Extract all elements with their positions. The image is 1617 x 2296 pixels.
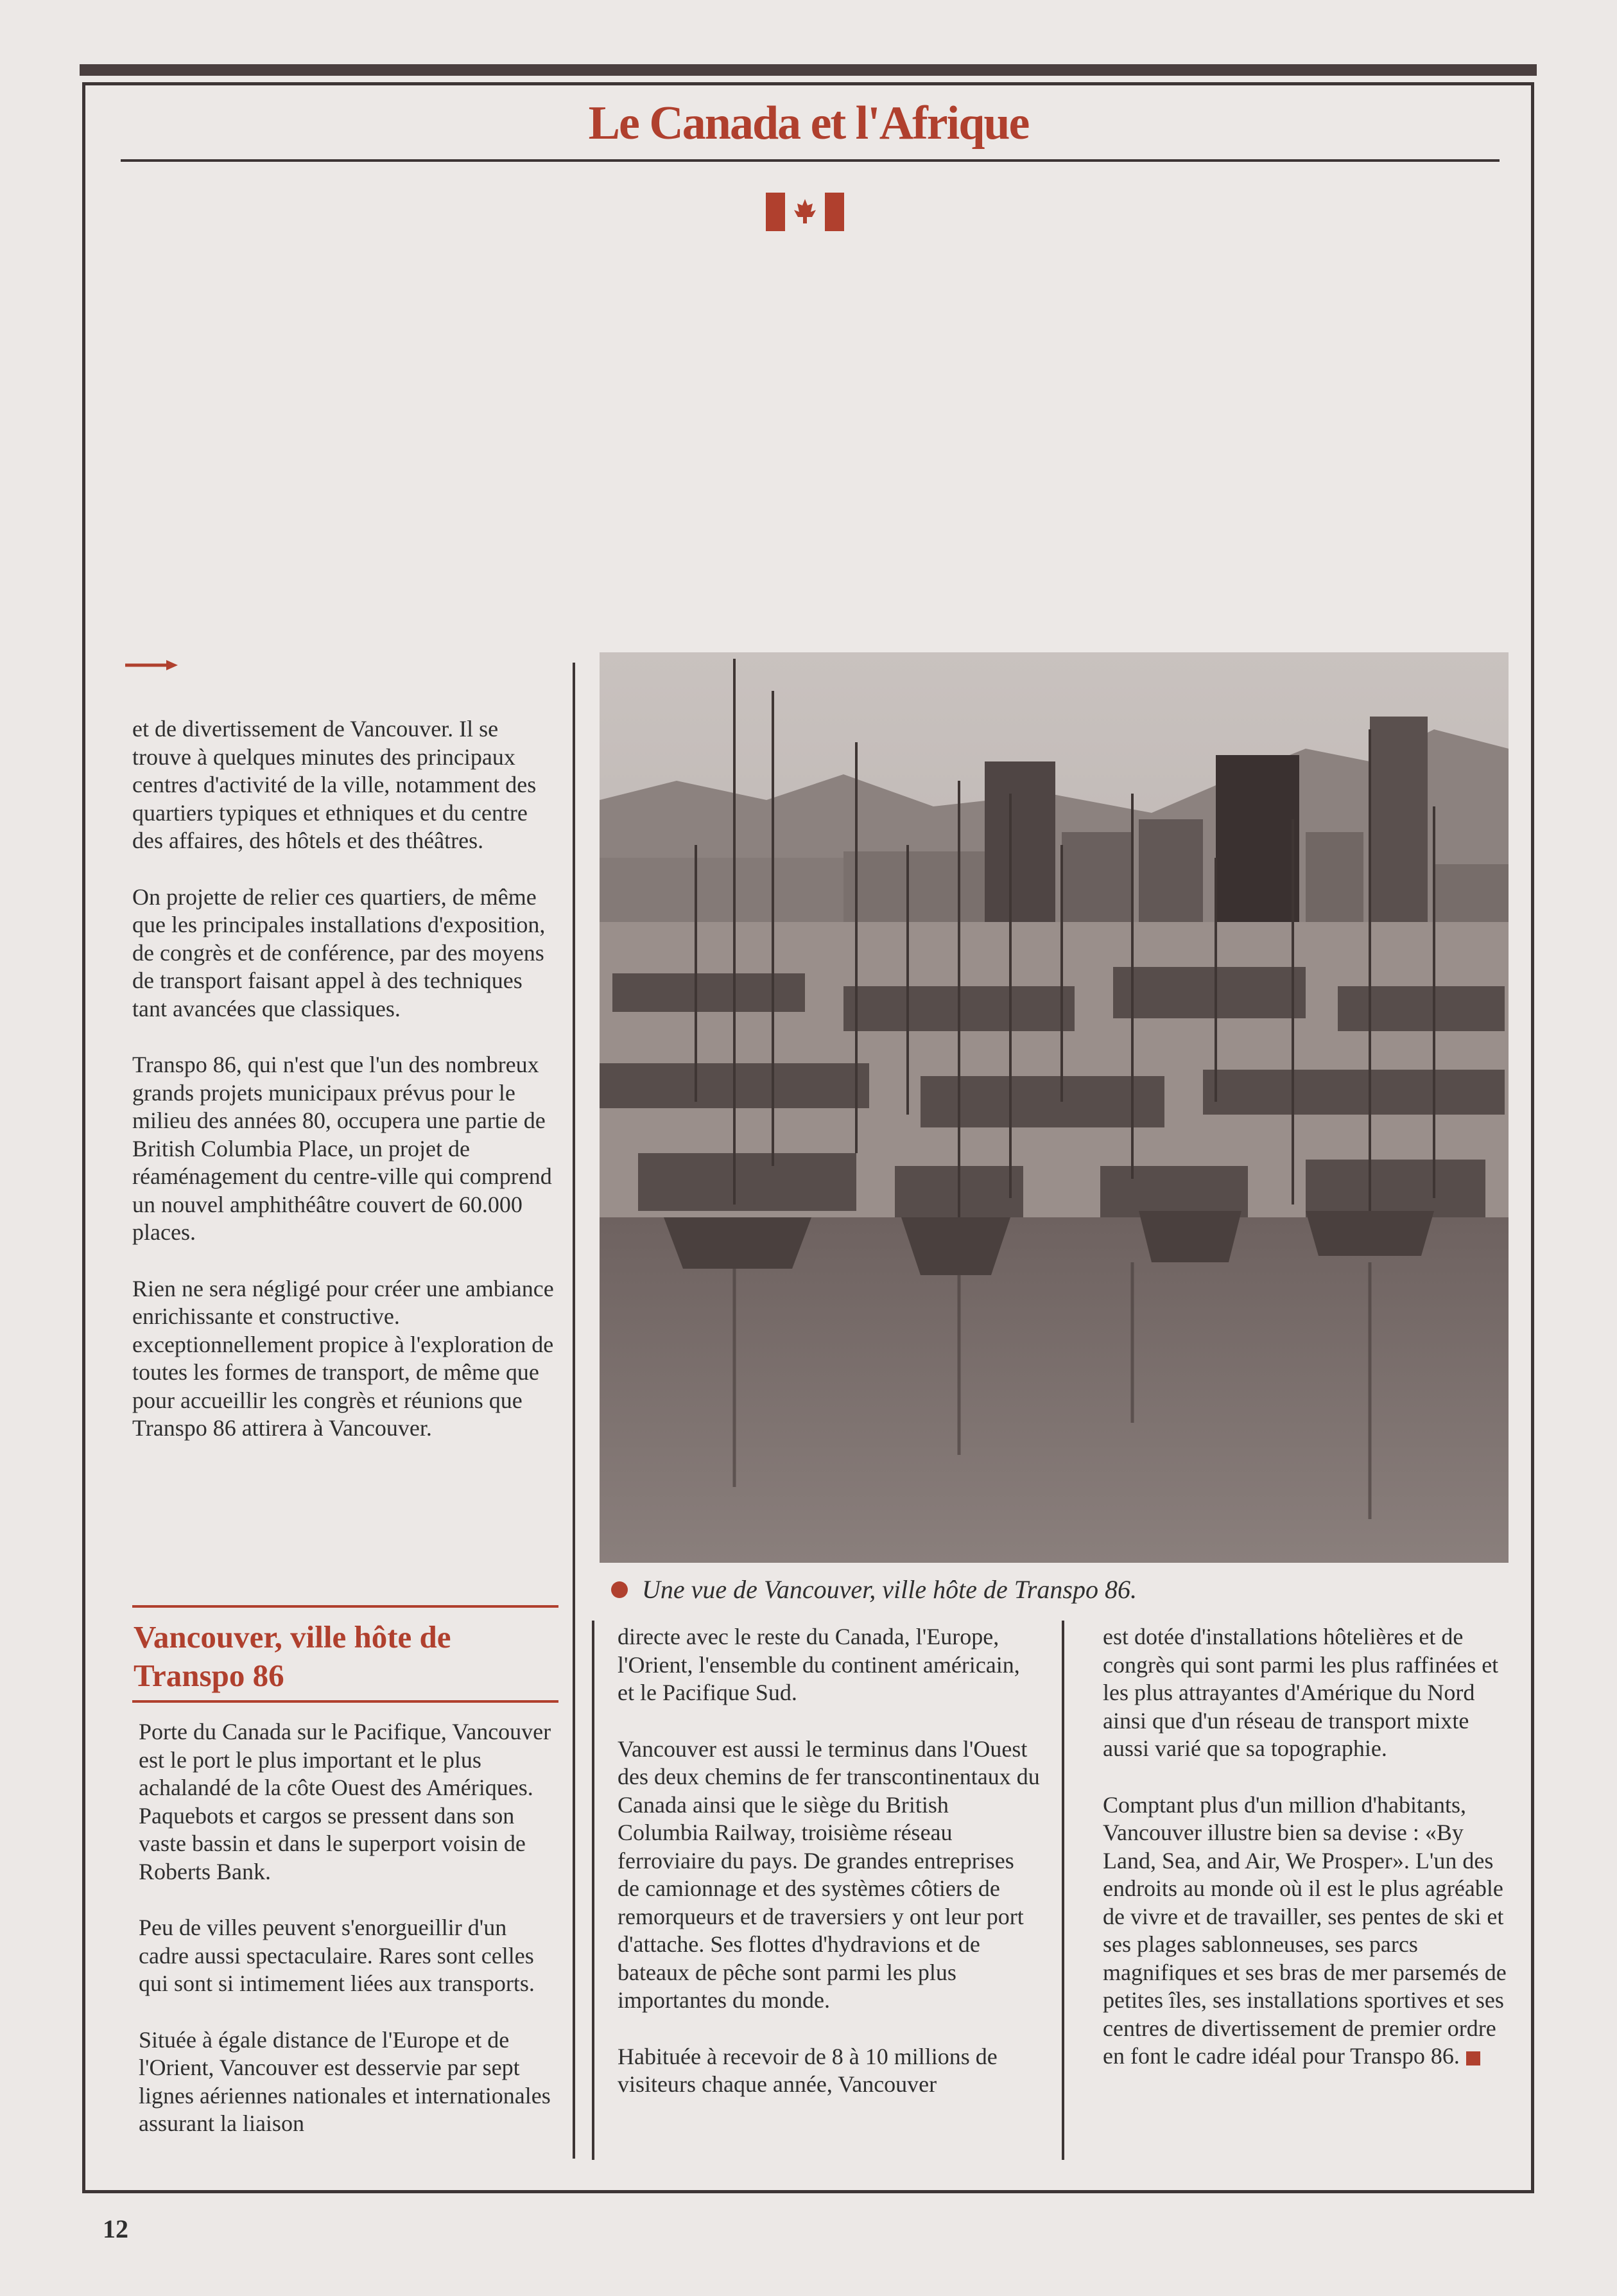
column-divider xyxy=(573,663,575,2159)
vancouver-harbor-photo xyxy=(600,652,1509,1563)
section-rule-top xyxy=(132,1605,558,1608)
paragraph: On projette de relier ces quartiers, de même que les principales installations d'exposition, de congrès et de conférence, par des moyens de transport faisant appel à des techniques tant avancées que classiques. xyxy=(132,883,546,1022)
paragraph: Située à égale distance de l'Europe et de l'Orient, Vancouver est desservie par sept lignes aériennes nationales et internationales assurant la liaison xyxy=(139,2026,551,2136)
column-left xyxy=(132,715,556,1471)
paragraph xyxy=(1103,1791,1514,2071)
photo-caption xyxy=(611,1574,1137,1605)
section-divider-2 xyxy=(1062,1621,1064,2160)
section-rule-bottom xyxy=(132,1700,558,1703)
paragraph: Porte du Canada sur le Pacifique, Vancouver est le port le plus important et le plus achalandé de la côte Ouest des Amériques. Paquebots et cargos se pressent dans son vaste bassin et dans le superport voisin de Roberts Bank. xyxy=(139,1719,551,1884)
top-rule xyxy=(80,64,1537,76)
section-title: Vancouver, ville hôte de Transpo 86 xyxy=(134,1619,451,1693)
paragraph: Rien ne sera négligé pour créer une ambiance enrichissante et constructive. exceptionnellement propice à l'exploration de toutes les formes de transport, de même que pour accueillir les congrès et réunions que Transpo 86 attirera à Vancouver. xyxy=(132,1275,554,1441)
paragraph: Peu de villes peuvent s'enorgueillir d'un cadre aussi spectaculaire. Rares sont celles qui sont si intimement liées aux transports. xyxy=(139,1915,535,1996)
page-header-title: Le Canada et l'Afrique xyxy=(588,97,1029,150)
end-of-article-mark-icon xyxy=(1466,2051,1480,2066)
continued-arrow-icon xyxy=(125,659,178,672)
paragraph: et de divertissement de Vancouver. Il se trouve à quelques minutes des principaux centres d'activité de la ville, notamment des quartiers typiques et ethniques et du centre des affaires, des hôtels et des théâtres. xyxy=(132,716,537,853)
page-number: 12 xyxy=(103,2214,128,2243)
caption-bullet-icon xyxy=(611,1581,628,1598)
paragraph: directe avec le reste du Canada, l'Europe, l'Orient, l'ensemble du continent américain, et le Pacifique Sud. xyxy=(618,1624,1020,1705)
paragraph: Vancouver est aussi le terminus dans l'Ouest des deux chemins de fer transcontinentaux du Canada ainsi que le siège du British Columbia Railway, troisième réseau ferroviaire du pays. De grandes entreprises de camionnage et des systèmes côtiers de remorqueurs et de traversiers y ont leur port d'attache. Ses flottes d'hydravions et de bateaux de pêche sont parmi les plus importantes du monde. xyxy=(618,1735,1040,2013)
paragraph-text: Comptant plus d'un million d'habitants, Vancouver illustre bien sa devise : «By Land, Sea, and Air, We Prosper». L'un des endroits au monde où il est le plus agréable de vivre et de travailler, ses pentes de ski et ses plages sablonneuses, ses parcs magnifiques et ses bras de mer parsemés de petites îles, ses installations sportives et ses centres de divertissement de premier ordre en font le cadre idéal pour Transpo 86. xyxy=(1103,1791,1507,2069)
section-divider-1 xyxy=(592,1621,594,2160)
canada-flag-icon xyxy=(766,193,844,231)
section-column-right xyxy=(1103,1623,1514,2099)
photo-caption-text: Une vue de Vancouver, ville hôte de Transpo 86. xyxy=(642,1575,1137,1604)
section-column-left xyxy=(139,1718,562,2166)
paragraph: Habituée à recevoir de 8 à 10 millions de visiteurs chaque année, Vancouver xyxy=(618,2043,998,2097)
header-rule xyxy=(121,159,1500,162)
paragraph: Transpo 86, qui n'est que l'un des nombreux grands projets municipaux prévus pour le milieu des années 80, occupera une partie de British Columbia Place, un projet de réaménagement du centre-ville qui comprend un nouvel amphithéâtre couvert de 60.000 places. xyxy=(132,1052,552,1245)
section-column-middle xyxy=(618,1623,1041,2127)
paragraph: est dotée d'installations hôtelières et de congrès qui sont parmi les plus raffinées et les plus attrayantes d'Amérique du Nord ainsi que d'un réseau de transport mixte aussi varié que sa topographie. xyxy=(1103,1624,1499,1761)
